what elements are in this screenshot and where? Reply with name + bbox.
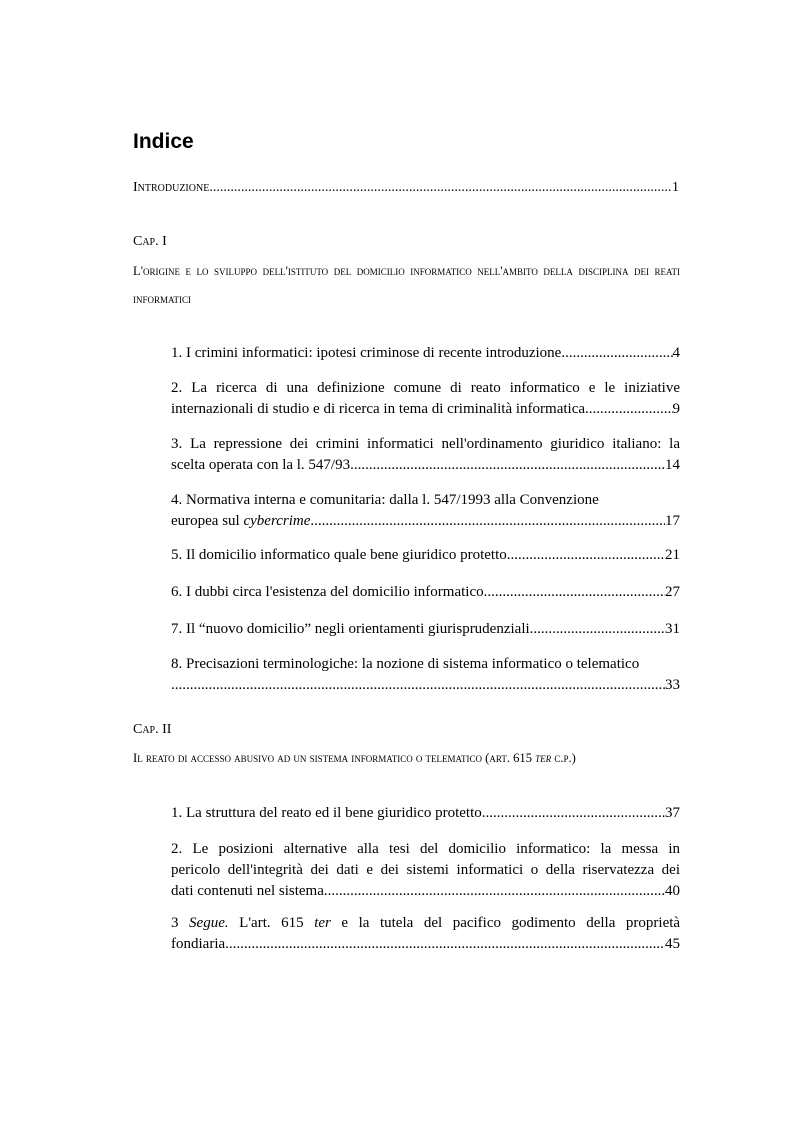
toc-entry[interactable] [171,582,680,603]
toc-introduction-label: Introduzione [133,180,210,195]
entry-number: 6. [171,584,183,600]
entry-text: La ricerca di una definizione comune di reato informatico e le iniziative [191,380,680,396]
entry-number: 7. [171,621,183,637]
entry-page: 37 [665,805,680,821]
dot-leader [324,881,665,902]
entry-text-italic: Segue. [189,915,229,931]
entry-text: La struttura del reato ed il bene giuridico protetto [186,805,482,821]
entry-text: I crimini informatici: ipotesi criminose di recente introduzione [186,345,562,361]
dot-leader [561,343,672,364]
entry-text-cont: dati contenuti nel sistema [171,883,324,899]
entry-number: 2. [171,841,183,857]
entry-text-italic: cybercrime [243,513,311,529]
toc-entry[interactable] [171,839,680,902]
toc-entry[interactable] [171,490,680,532]
toc-entry[interactable] [171,619,680,640]
dot-leader [310,511,665,532]
entry-text-cont: pericolo dell'integrità dei dati e dei sistemi informatici o della riservatezza dei [171,862,680,878]
page-title: Indice [133,130,194,153]
entry-page: 27 [665,584,680,600]
entry-text-cont: internazionali di studio e di ricerca in tema di criminalità informatica [171,401,586,417]
toc-introduction-page: 1 [672,180,679,195]
entry-page: 45 [665,936,680,952]
toc-entry[interactable] [171,654,680,696]
entry-text: Precisazioni terminologiche: la nozione di sistema informatico o telematico [186,656,640,672]
entry-page: 4 [672,345,680,361]
entry-number: 3 [171,915,179,931]
dot-leader [482,803,665,824]
entry-text: L'art. 615 [239,915,304,931]
entry-text: La repressione dei crimini informatici nell'ordinamento giuridico italiano: la [190,436,680,452]
entry-text-cont: europea sul [171,513,240,529]
entry-text: Le posizioni alternative alla tesi del domicilio informatico: la messa in [192,841,680,857]
entry-number: 8. [171,656,183,672]
entry-number: 3. [171,436,183,452]
entry-number: 2. [171,380,183,396]
toc-introduction[interactable] [133,178,679,198]
entry-page: 9 [672,401,680,417]
chapter-label-1: Cap. I [133,234,167,249]
chapter-title-2 [133,748,576,768]
entry-text: e la tutela del pacifico godimento della proprietà [341,915,680,931]
dot-leader [507,545,665,566]
toc-entry[interactable] [171,545,680,566]
dot-leader [171,675,665,696]
entry-page: 14 [665,457,680,473]
toc-entry[interactable] [171,913,680,955]
entry-page: 33 [665,677,680,693]
toc-entry[interactable] [171,343,680,364]
chapter-title-2-italic: ter [535,751,552,765]
entry-number: 4. [171,492,183,508]
entry-text: Il domicilio informatico quale bene giuridico protetto [186,547,507,563]
entry-number: 1. [171,805,183,821]
dot-leader [350,455,665,476]
entry-page: 21 [665,547,680,563]
entry-text: I dubbi circa l'esistenza del domicilio informatico [186,584,484,600]
toc-entry[interactable] [171,803,680,824]
entry-text: Il “nuovo domicilio” negli orientamenti giurisprudenziali [186,621,530,637]
chapter-title-1: L'origine e lo sviluppo dell'istituto del domicilio informatico nell'ambito della disciplina dei reati informatici [133,264,680,306]
chapter-title-2-text: Il reato di accesso abusivo ad un sistema informatico o telematico (art. 615 [133,751,533,765]
dot-leader [530,619,665,640]
chapter-title-2-suffix: c.p.) [554,751,576,765]
entry-text: Normativa interna e comunitaria: dalla l. 547/1993 alla Convenzione [186,492,599,508]
entry-text-cont: fondiaria [171,936,226,952]
entry-page: 17 [665,513,680,529]
dot-leader [209,178,672,198]
dot-leader [484,582,665,603]
entry-page: 31 [665,621,680,637]
entry-text-cont: scelta operata con la l. 547/93 [171,457,351,473]
entry-page: 40 [665,883,680,899]
toc-entry[interactable] [171,434,680,476]
entry-number: 5. [171,547,183,563]
chapter-label-2: Cap. II [133,722,172,737]
dot-leader [585,399,672,420]
entry-text-italic: ter [314,915,331,931]
entry-number: 1. [171,345,183,361]
dot-leader [225,934,665,955]
toc-entry[interactable] [171,378,680,420]
